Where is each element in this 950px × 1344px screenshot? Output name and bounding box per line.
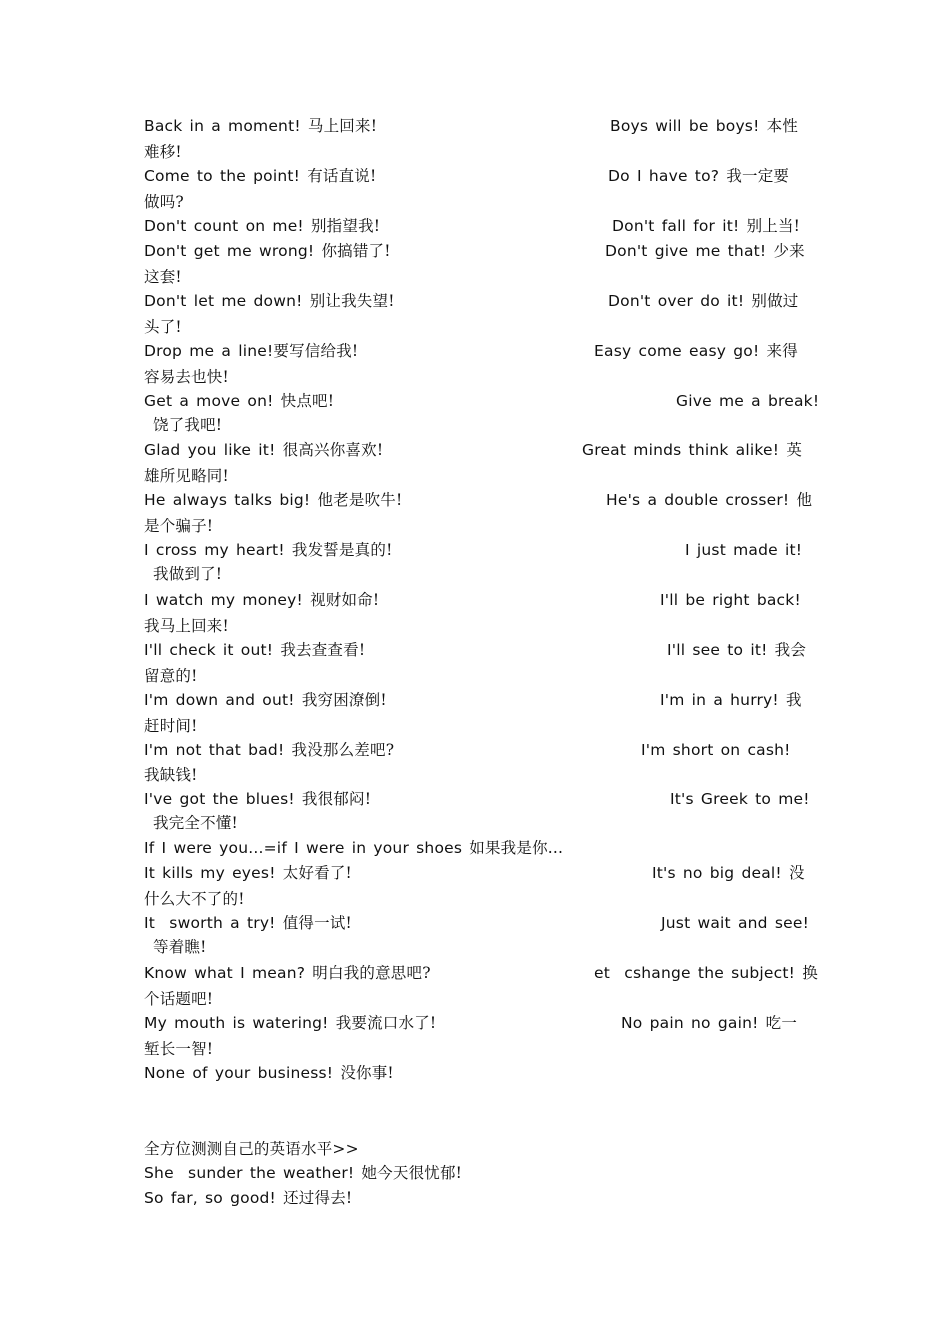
phrase-line: So far, so good! 还过得去!	[144, 1189, 353, 1207]
phrase-line: Easy come easy go! 来得	[594, 342, 798, 360]
phrase-continuation: 做吗?	[144, 193, 184, 211]
phrase-line: I just made it!	[685, 541, 803, 559]
phrase-line: I'm short on cash!	[641, 741, 791, 759]
phrase-continuation: 等着瞧!	[153, 938, 207, 956]
phrase-continuation: 我马上回来!	[144, 617, 229, 635]
phrase-line: None of your business! 没你事!	[144, 1064, 394, 1082]
phrase-line: I've got the blues! 我很郁闷!	[144, 790, 372, 808]
phrase-line: She sunder the weather! 她今天很忧郁!	[144, 1164, 463, 1182]
phrase-line: I'm not that bad! 我没那么差吧?	[144, 741, 395, 759]
phrase-continuation: 这套!	[144, 268, 182, 286]
phrase-line: It kills my eyes! 太好看了!	[144, 864, 352, 882]
phrase-line: Get a move on! 快点吧!	[144, 392, 335, 410]
phrase-line: Know what I mean? 明白我的意思吧?	[144, 964, 431, 982]
phrase-line: Just wait and see!	[661, 914, 810, 932]
phrase-line: I'll see to it! 我会	[667, 641, 807, 659]
phrase-continuation: 个话题吧!	[144, 990, 214, 1008]
phrase-line: Don't count on me! 别指望我!	[144, 217, 381, 235]
phrase-line: Glad you like it! 很高兴你喜欢!	[144, 441, 384, 459]
phrase-line: Don't let me down! 别让我失望!	[144, 292, 395, 310]
phrase-line: Boys will be boys! 本性	[610, 117, 799, 135]
phrase-continuation: 赶时间!	[144, 717, 198, 735]
phrase-line: et cshange the subject! 换	[594, 964, 818, 982]
phrase-line: Don't get me wrong! 你搞错了!	[144, 242, 391, 260]
phrase-line: It's no big deal! 没	[652, 864, 805, 882]
phrase-line: My mouth is watering! 我要流口水了!	[144, 1014, 437, 1032]
phrase-line: If I were you...=if I were in your shoes 如果我是你...	[144, 839, 564, 857]
phrase-line: Don't fall for it! 别上当!	[612, 217, 801, 235]
phrase-line: He's a double crosser! 他	[606, 491, 813, 509]
section-link-heading[interactable]: 全方位测测自己的英语水平>>	[144, 1140, 359, 1158]
phrase-line: Great minds think alike! 英	[582, 441, 803, 459]
phrase-line: Don't give me that! 少来	[605, 242, 805, 260]
phrase-continuation: 留意的!	[144, 667, 198, 685]
phrase-line: Back in a moment! 马上回来!	[144, 117, 378, 135]
phrase-line: Come to the point! 有话直说!	[144, 167, 377, 185]
phrase-line: I'm in a hurry! 我	[660, 691, 802, 709]
phrase-continuation: 什么大不了的!	[144, 890, 245, 908]
phrase-continuation: 饶了我吧!	[153, 416, 223, 434]
phrase-continuation: 容易去也快!	[144, 368, 229, 386]
phrase-continuation: 我完全不懂!	[153, 814, 238, 832]
phrase-continuation: 难移!	[144, 143, 182, 161]
phrase-line: I'm down and out! 我穷困潦倒!	[144, 691, 387, 709]
phrase-line: Drop me a line!要写信给我!	[144, 342, 359, 360]
phrase-line: I watch my money! 视财如命!	[144, 591, 380, 609]
phrase-line: Give me a break!	[676, 392, 820, 410]
phrase-line: It sworth a try! 值得一试!	[144, 914, 352, 932]
phrase-continuation: 我做到了!	[153, 565, 223, 583]
phrase-line: I cross my heart! 我发誓是真的!	[144, 541, 393, 559]
phrase-continuation: 雄所见略同!	[144, 467, 229, 485]
phrase-continuation: 头了!	[144, 318, 182, 336]
phrase-continuation: 是个骗子!	[144, 517, 214, 535]
phrase-line: He always talks big! 他老是吹牛!	[144, 491, 403, 509]
phrase-line: Do I have to? 我一定要	[608, 167, 790, 185]
phrase-continuation: 我缺钱!	[144, 766, 198, 784]
phrase-line: No pain no gain! 吃一	[621, 1014, 798, 1032]
phrase-line: It's Greek to me!	[670, 790, 810, 808]
phrase-line: Don't over do it! 别做过	[608, 292, 799, 310]
phrase-line: I'll be right back!	[660, 591, 801, 609]
phrase-line: I'll check it out! 我去查查看!	[144, 641, 366, 659]
phrase-continuation: 堑长一智!	[144, 1040, 214, 1058]
